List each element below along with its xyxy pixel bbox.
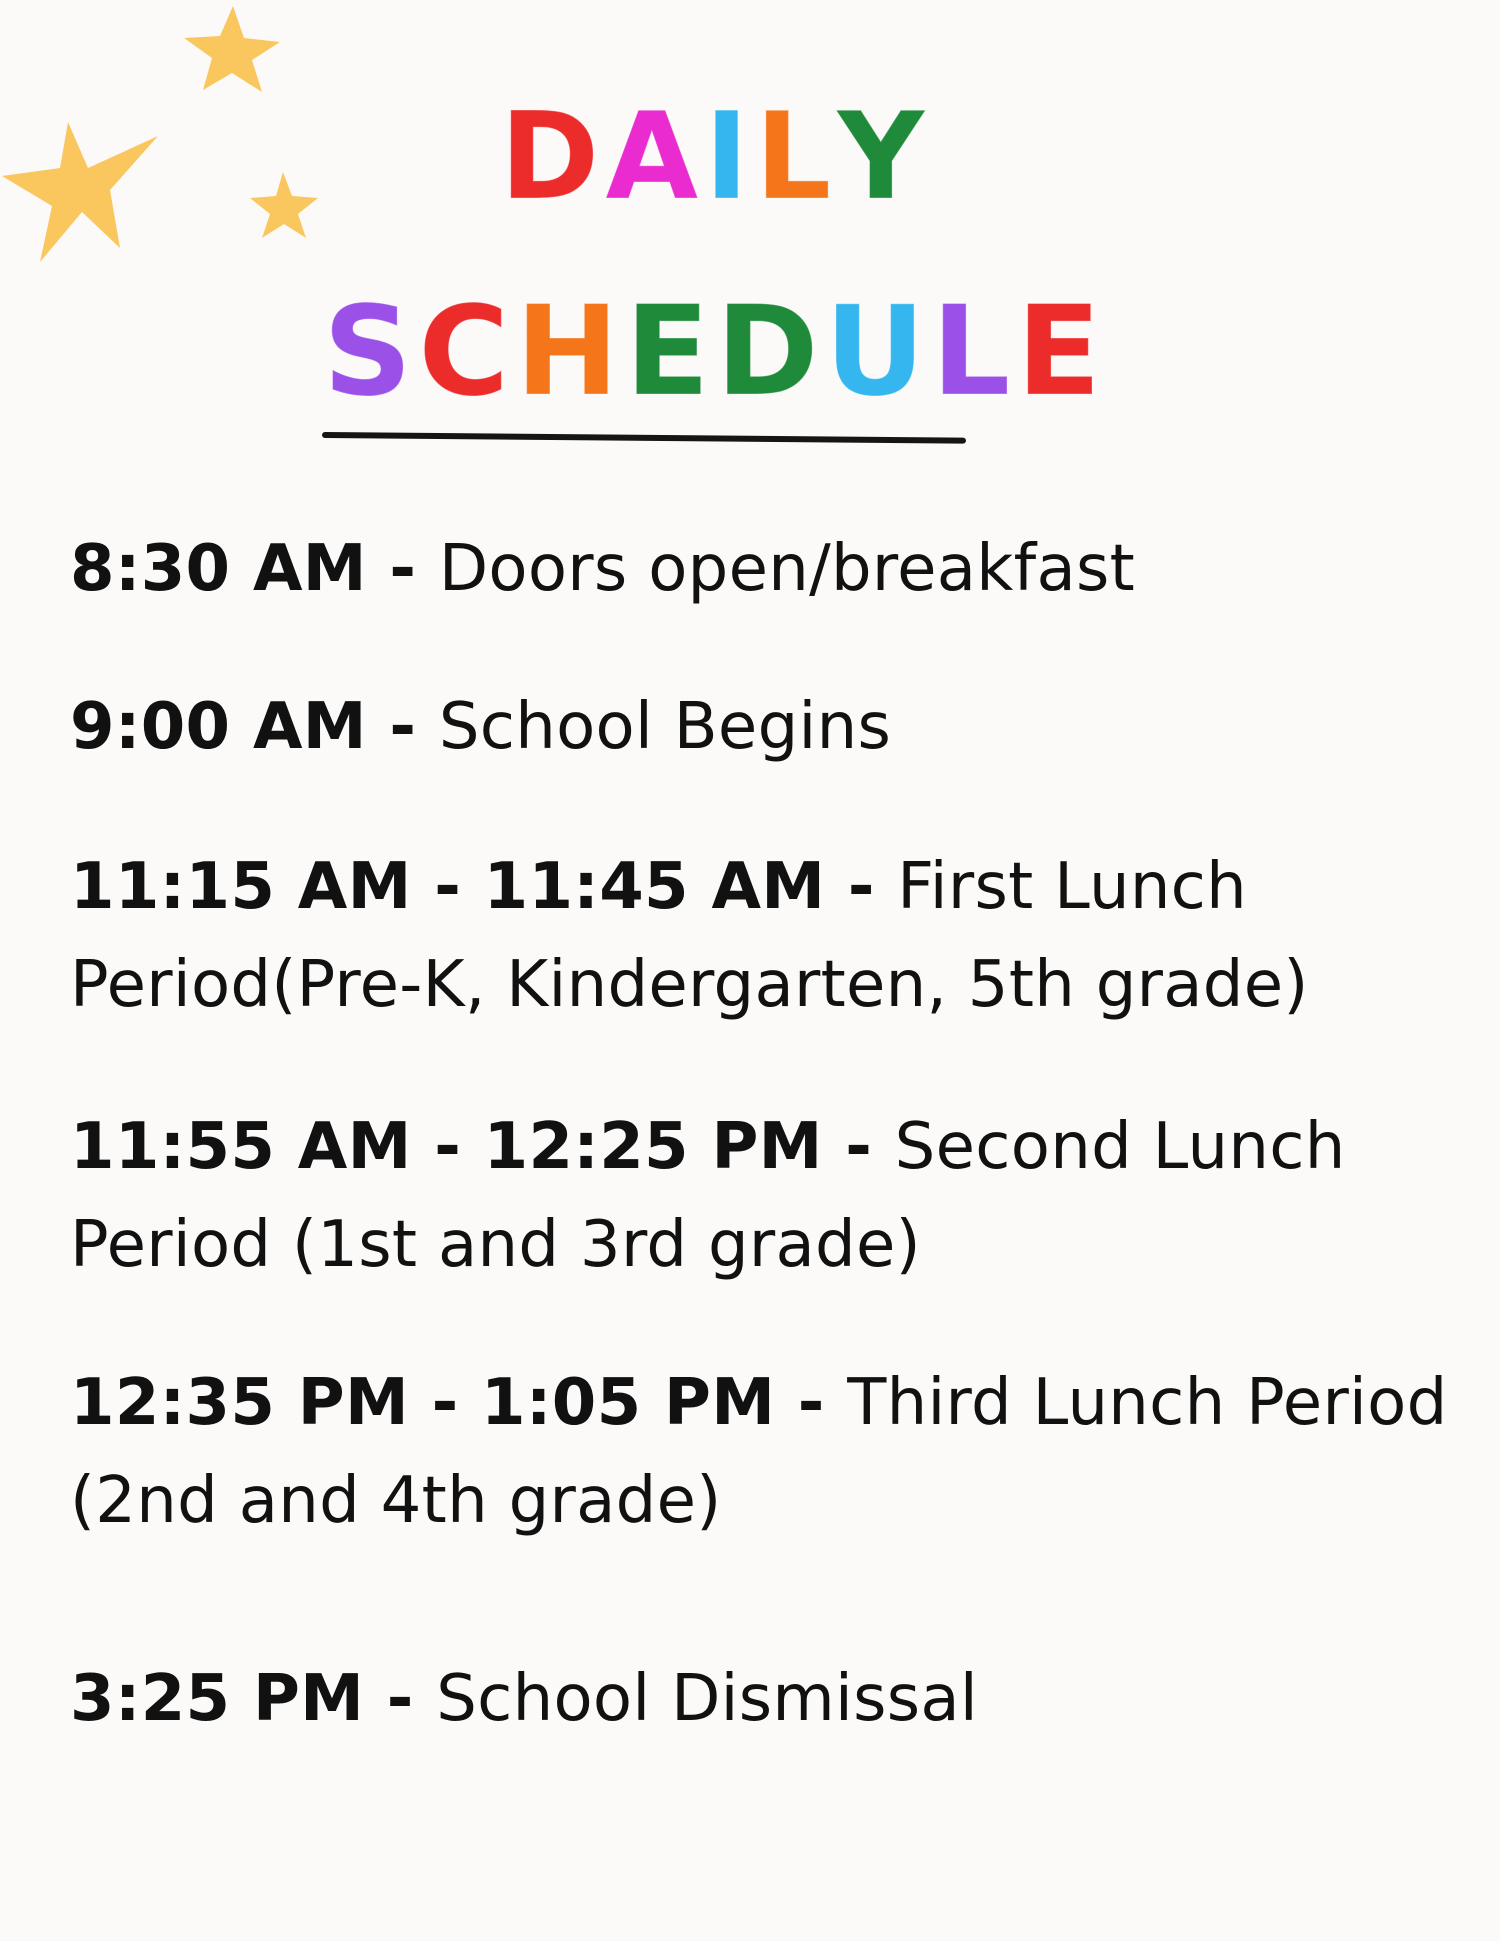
title-schedule-letter: U: [824, 280, 932, 424]
title-schedule-letter: H: [515, 280, 625, 424]
entry-time: 11:55 AM - 12:25 PM -: [70, 1110, 895, 1184]
entry-description: Third Lunch Period (2nd and 4th grade): [70, 1366, 1448, 1538]
entry-time: 12:35 PM - 1:05 PM -: [70, 1366, 848, 1440]
entry-time: 11:15 AM - 11:45 AM -: [70, 850, 898, 924]
entry-time: 9:00 AM -: [70, 690, 439, 764]
title-schedule-letter: L: [931, 280, 1017, 424]
title-underline: [322, 432, 966, 444]
entry-description: School Begins: [438, 690, 892, 764]
entry-description: School Dismissal: [436, 1662, 979, 1736]
entry-time: 8:30 AM -: [70, 532, 439, 606]
title-daily-letter: D: [499, 88, 606, 227]
title-schedule-letter: C: [418, 280, 516, 424]
schedule-entry-second-lunch: [70, 1098, 1450, 1294]
entry-time: 3:25 PM -: [70, 1662, 437, 1736]
schedule-entry-doors-open: [70, 520, 1135, 618]
title-schedule-letter: D: [715, 280, 825, 424]
entry-description: Second Lunch Period (1st and 3rd grade): [70, 1110, 1346, 1282]
title-daily-letter: A: [605, 88, 705, 227]
schedule-entry-first-lunch: [70, 838, 1450, 1034]
title-daily-letter: I: [704, 88, 755, 227]
title-schedule-letter: E: [625, 280, 716, 424]
star-icon: [184, 6, 280, 92]
title-daily-letter: L: [754, 88, 838, 227]
title-schedule-letter: E: [1016, 280, 1108, 424]
schedule-entry-third-lunch: [70, 1354, 1450, 1550]
title-schedule: [0, 280, 1500, 424]
schedule-entry-dismissal: [70, 1650, 978, 1748]
schedule-entry-school-begins: [70, 678, 891, 776]
entry-description: First Lunch Period(Pre-K, Kindergarten, 5th grade): [70, 850, 1309, 1022]
entry-description: Doors open/breakfast: [438, 532, 1136, 606]
title-daily: [0, 88, 1500, 227]
title-schedule-letter: S: [322, 280, 419, 424]
title-daily-letter: Y: [837, 88, 931, 227]
